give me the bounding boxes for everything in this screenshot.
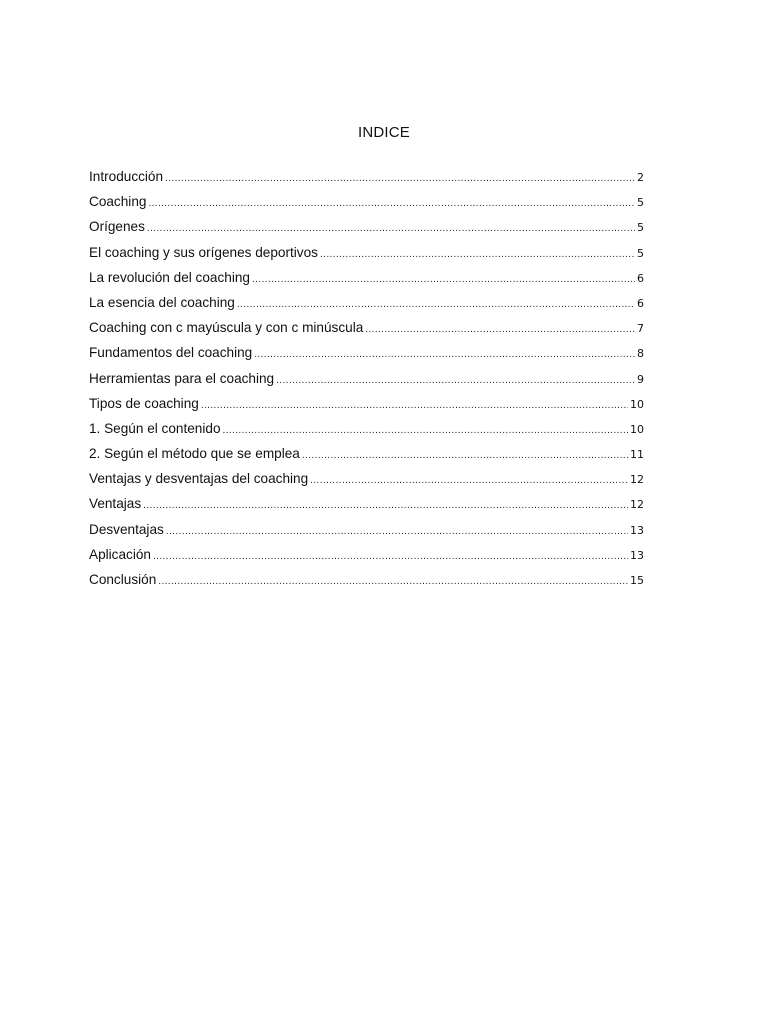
toc-entry [89, 469, 644, 494]
toc-entry-page: 6 [637, 296, 644, 310]
toc-entry-label: Herramientas para el coaching [89, 370, 275, 386]
toc-dot-leader [148, 194, 635, 214]
toc-dot-leader [223, 421, 628, 441]
toc-entry-label: Introducción [89, 169, 164, 184]
toc-dot-leader [165, 169, 635, 189]
toc-entry-label: Desventajas [89, 521, 164, 537]
toc-entry-label: Coaching [89, 194, 147, 210]
toc-entry [89, 318, 644, 343]
table-of-contents [89, 167, 644, 595]
toc-entry-label: Conclusión [89, 572, 157, 587]
toc-entry-label: El coaching y sus orígenes deportivos [89, 244, 318, 260]
toc-entry-page: 15 [630, 574, 644, 587]
toc-entry [89, 369, 644, 394]
toc-entry [89, 343, 644, 368]
toc-entry-page: 12 [630, 498, 644, 512]
toc-entry [89, 520, 644, 545]
toc-entry [89, 167, 644, 192]
toc-entry-page: 9 [637, 372, 644, 386]
toc-dot-leader [143, 496, 628, 516]
toc-entry-label: Fundamentos del coaching [89, 345, 253, 361]
toc-entry-label: Aplicación [89, 546, 151, 562]
toc-dot-leader [302, 446, 628, 466]
toc-entry [89, 494, 644, 519]
toc-dot-leader [158, 572, 628, 592]
toc-entry [89, 293, 644, 318]
toc-dot-leader [153, 547, 628, 567]
toc-entry [89, 444, 644, 469]
toc-entry-label: La revolución del coaching [89, 269, 250, 285]
toc-entry-label: Orígenes [89, 219, 145, 235]
toc-entry-page: 10 [630, 422, 644, 436]
toc-entry-label: Tipos de coaching [89, 395, 199, 411]
toc-entry [89, 394, 644, 419]
toc-entry [89, 243, 644, 268]
toc-entry-label: Ventajas y desventajas del coaching [89, 471, 309, 487]
toc-dot-leader [147, 219, 635, 239]
toc-dot-leader [201, 396, 628, 416]
toc-entry [89, 545, 644, 570]
toc-entry-label: 2. Según el método que se emplea [89, 446, 300, 462]
toc-entry-page: 2 [637, 171, 644, 184]
toc-dot-leader [320, 245, 635, 265]
toc-entry-label: 1. Según el contenido [89, 420, 221, 436]
toc-entry-page: 12 [630, 473, 644, 487]
toc-entry-label: Coaching con c mayúscula y con c minúscula [89, 320, 364, 336]
page-title: INDICE [357, 124, 411, 141]
toc-dot-leader [254, 345, 635, 365]
toc-entry-page: 5 [637, 196, 644, 210]
toc-dot-leader [310, 471, 628, 491]
toc-dot-leader [166, 522, 628, 542]
toc-entry [89, 268, 644, 293]
toc-entry-label: Ventajas [89, 496, 142, 512]
toc-entry [89, 570, 644, 595]
toc-entry-page: 6 [637, 271, 644, 285]
toc-entry-page: 13 [630, 548, 644, 562]
toc-dot-leader [365, 320, 635, 340]
toc-entry-page: 5 [637, 246, 644, 260]
toc-entry-label: La esencia del coaching [89, 294, 235, 310]
toc-entry [89, 192, 644, 217]
toc-dot-leader [237, 295, 635, 315]
toc-entry-page: 10 [630, 397, 644, 411]
toc-entry [89, 217, 644, 242]
toc-entry-page: 5 [637, 221, 644, 235]
toc-dot-leader [276, 371, 635, 391]
toc-entry-page: 13 [630, 523, 644, 537]
toc-entry-page: 11 [630, 448, 644, 462]
toc-entry-page: 7 [637, 322, 644, 336]
toc-dot-leader [252, 270, 635, 290]
toc-entry [89, 419, 644, 444]
toc-entry-page: 8 [637, 347, 644, 361]
